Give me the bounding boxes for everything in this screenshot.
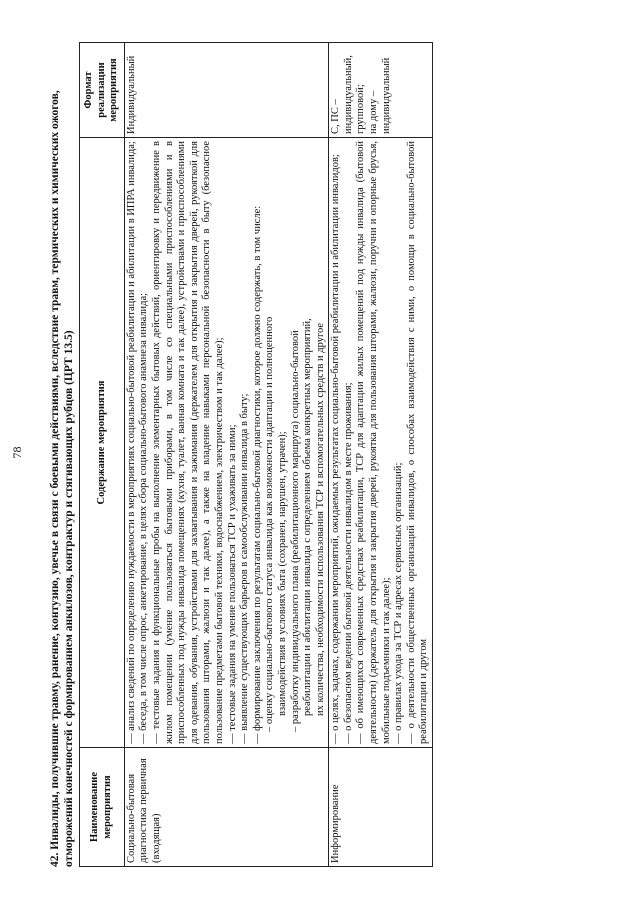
content-item: реабилитации и абилитации инвалида с определением объема конкретных мероприятий,: [302, 318, 314, 716]
content-item: — тестовые задания на умение пользоваться ТСР и ухаживать за ними;: [226, 424, 238, 744]
content-item: их количества, необходимости использования ТСР и вспомогательных средств и другое: [314, 322, 326, 716]
content-item: — о правилах ухода за ТСР и адресах сервисных организаций;: [393, 462, 405, 744]
table-body: [124, 43, 432, 867]
measure-name: Информирование: [329, 748, 433, 867]
measure-format: [124, 43, 329, 138]
format-line: Индивидуальный: [125, 55, 137, 134]
header-content: Содержание мероприятия: [80, 138, 125, 748]
content-item: — выявление существующих барьеров в самообслуживании инвалида в быту;: [239, 393, 251, 744]
measure-format: [329, 43, 433, 138]
measure-name: Социально-бытовая диагностика первичная (входящая): [124, 748, 329, 867]
format-line: на дому –: [368, 90, 380, 134]
table-row: [124, 43, 329, 867]
format-line: С, ПС –: [330, 99, 342, 134]
content-item: взаимодействия в условиях быта (сохранен, нарушен, утрачен);: [276, 431, 288, 716]
content-item: — о безопасном ведении бытовой деятельности инвалидом в месте проживания;: [342, 382, 354, 744]
table-row: [329, 43, 433, 867]
content-item: — о деятельности общественных организаций инвалидов, о способах взаимодействия с ними, о помощи в социально-бытовой реабилитации и другом: [405, 141, 430, 744]
content-item: — тестовые задания и функциональные пробы на выполнение элементарных бытовых действий, ориентировку и передвижение в жилом помещении (умение пользоваться бытовыми приборами, в том числе со специальными приспособлениями и в приспособленных под нужды инвалида помещениях (кухня, туалет, ванная комната и так далее), устройствами и приспособлениями для одевания, обувания, устройствами для захватывания и зажимания (держателем для открытия и закрытия дверей, рукояткой для пользования шторами, жалюзи и так далее), а также на владение навыками персональной безопасности в быту (безопасное пользование предметами бытовой техники, водоснабжением, электричеством и так далее);: [150, 141, 225, 744]
header-format: Формат реализации мероприятия: [80, 43, 125, 138]
document-body: [48, 42, 433, 867]
page-number: 78: [10, 446, 24, 459]
content-item: — об имеющихся современных средствах реабилитации, ТСР для адаптации жилых помещений под нужды инвалида (бытовой деятельности) (держатель для открытия и закрытия дверей, рукоятка для пользования шторами, жалюзи, поручни и опорные брусья, мобильные подъемники и так далее);: [355, 141, 392, 744]
format-line: групповой;: [355, 84, 367, 134]
section-heading: 42. Инвалиды, получившие травму, ранение, контузию, увечье в связи с боевыми действиями, вследствие травм, термических и химических ожогов, отморожений конечностей с формированием анкилозов, контрактур и стягивающих рубцов (ЦРТ 13.5): [49, 90, 75, 867]
content-item: – оценку социально-бытового статуса инвалида как возможности адаптации и полноценного: [264, 316, 276, 732]
format-line: индивидуальный: [380, 57, 392, 134]
content-item: — о целях, задачах, содержании мероприятий, ожидаемых результатах социально-бытовой реабилитации и абилитации инвалидов;: [330, 154, 342, 744]
content-item: – разработку индивидуального плана (реабилитационного маршрута) социально-бытовой: [289, 330, 301, 732]
content-item: — анализ сведений по определению нуждаемости в мероприятиях социально-бытовой реабилитации и абилитации в ИПРА инвалида;: [125, 141, 137, 744]
measure-content: [329, 138, 433, 748]
table-header-row: [80, 43, 125, 867]
measures-table: [79, 42, 433, 867]
format-line: индивидуальный,: [342, 55, 354, 134]
header-name: Наименование мероприятия: [80, 748, 125, 867]
measure-content: [124, 138, 329, 748]
content-item: — формирование заключения по результатам социально-бытовой диагностики, которое должно содержать, в том числе:: [251, 205, 263, 744]
content-item: — беседа, в том числе опрос, анкетирование, в целях сбора социально-бытового анамнеза инвалида;: [138, 292, 150, 744]
